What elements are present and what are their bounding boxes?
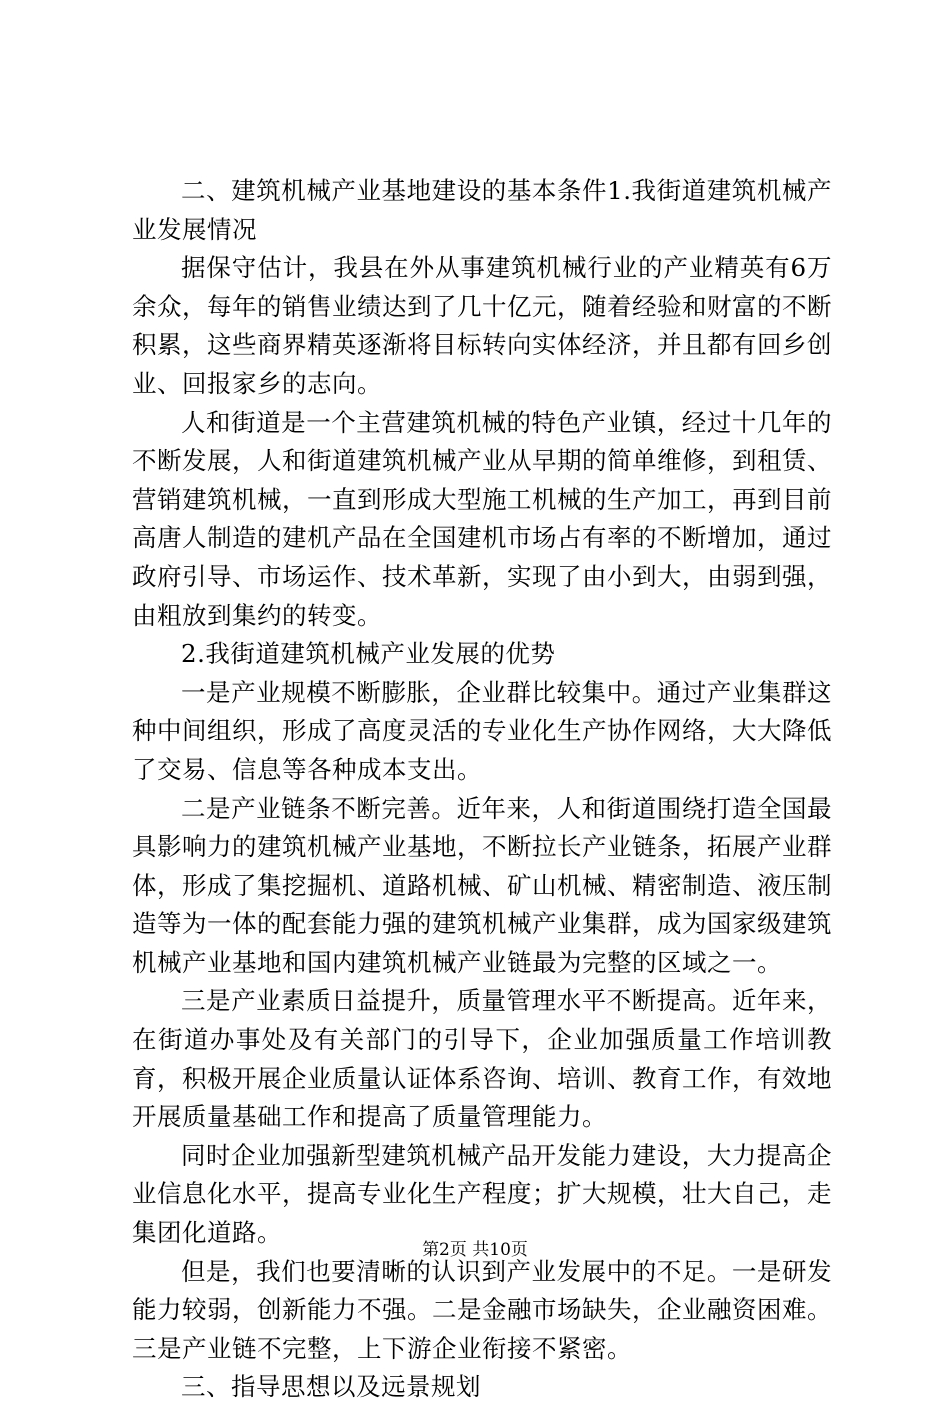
page-number-label: 第2页 共10页	[422, 1240, 528, 1260]
paragraph: 三、指导思想以及远景规划	[181, 1372, 481, 1402]
paragraph: 同时企业加强新型建筑机械产品开发能力建设，大力提高企业信息化水平，提高专业化生产程度；扩大规模，壮大自己，走集团化道路。	[132, 1140, 832, 1248]
paragraph: 二是产业链条不断完善。近年来，人和街道围绕打造全国最具影响力的建筑机械产业基地，不断拉长产业链条，拓展产业群体，形成了集挖掘机、道路机械、矿山机械、精密制造、液压制造等为一体的配套能力强的建筑机械产业集群，成为国家级建筑机械产业基地和国内建筑机械产业链最为完整的区域之一。	[132, 793, 832, 977]
paragraph: 2.我街道建筑机械产业发展的优势	[181, 639, 556, 669]
paragraph: 但是，我们也要清晰的认识到产业发展中的不足。一是研发能力较弱，创新能力不强。二是金融市场缺失，企业融资困难。三是产业链不完整，上下游企业衔接不紧密。	[132, 1256, 832, 1363]
document-body	[132, 172, 832, 1407]
paragraph: 据保守估计，我县在外从事建筑机械行业的产业精英有6万余众，每年的销售业绩达到了几十亿元，随着经验和财富的不断积累，这些商界精英逐渐将目标转向实体经济，并且都有回乡创业、回报家乡的志向。	[132, 253, 832, 398]
paragraph: 三是产业素质日益提升，质量管理水平不断提高。近年来，在街道办事处及有关部门的引导下，企业加强质量工作培训教育，积极开展企业质量认证体系咨询、培训、教育工作，有效地开展质量基础工作和提高了质量管理能力。	[132, 986, 832, 1132]
paragraph: 二、建筑机械产业基地建设的基本条件1.我街道建筑机械产业发展情况	[132, 176, 832, 244]
paragraph: 一是产业规模不断膨胀，企业群比较集中。通过产业集群这种中间组织，形成了高度灵活的专业化生产协作网络，大大降低了交易、信息等各种成本支出。	[132, 677, 832, 784]
paragraph: 人和街道是一个主营建筑机械的特色产业镇，经过十几年的不断发展，人和街道建筑机械产业从早期的简单维修，到租赁、营销建筑机械，一直到形成大型施工机械的生产加工，再到目前高唐人制造的建机产品在全国建机市场占有率的不断增加，通过政府引导、市场运作、技术革新，实现了由小到大，由弱到强，由粗放到集约的转变。	[132, 407, 832, 630]
page-footer	[0, 1238, 950, 1262]
